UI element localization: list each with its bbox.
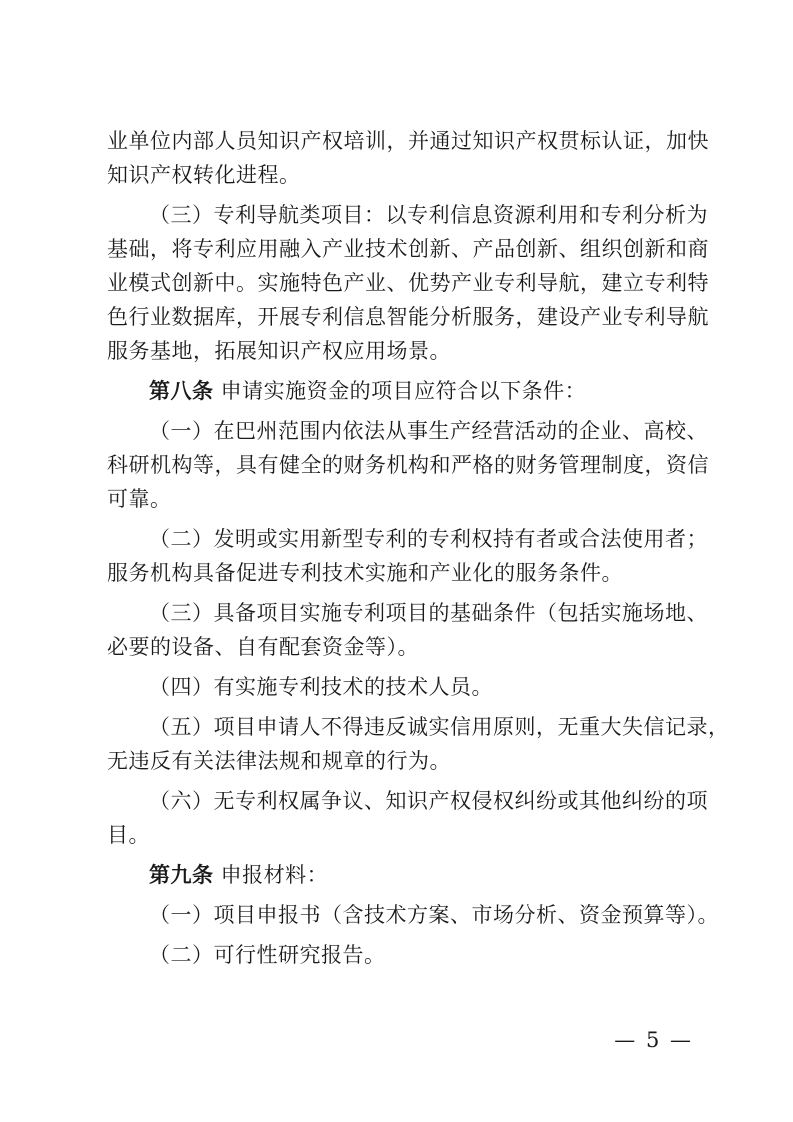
- document-body: [107, 124, 730, 972]
- text-line: [107, 858, 692, 892]
- text-line: 业单位内部人员知识产权培训，并通过知识产权贯标认证，加快: [107, 129, 709, 153]
- text-line: 无违反有关法律法规和规章的行为。: [107, 749, 451, 773]
- paragraph: [107, 124, 709, 192]
- article-heading: [107, 374, 692, 408]
- text-line: 可靠。: [107, 487, 172, 511]
- text-line: （四）有实施专利技术的技术人员。: [149, 675, 493, 699]
- paragraph: [107, 414, 709, 516]
- article-label: 第九条: [149, 863, 214, 887]
- text-line: （三）专利导航类项目：以专利信息资源利用和专利分析为: [149, 203, 708, 227]
- text-line: （一）项目申报书（含技术方案、市场分析、资金预算等）。: [149, 903, 719, 927]
- text-line: （六）无专利权属争议、知识产权侵权纠纷或其他纠纷的项: [149, 789, 708, 813]
- text-line: 色行业数据库，开展专利信息智能分析服务，建设产业专利导航: [107, 305, 709, 329]
- text-line: 基础，将专利应用融入产业技术创新、产品创新、组织创新和商: [107, 237, 709, 261]
- paragraph: [107, 670, 692, 704]
- text-line: 知识产权转化进程。: [107, 163, 301, 187]
- paragraph: [107, 938, 692, 972]
- paragraph: [107, 710, 730, 778]
- article-label: 第八条: [149, 379, 214, 403]
- text-line: 目。: [107, 823, 150, 847]
- text-line: 业模式创新中。实施特色产业、优势产业专利导航，建立专利特: [107, 271, 709, 295]
- text-line: （二）可行性研究报告。: [149, 943, 386, 967]
- text-line: [107, 374, 692, 408]
- paragraph: [107, 596, 708, 664]
- text-line: 服务基地，拓展知识产权应用场景。: [107, 339, 451, 363]
- text-line: 必要的设备、自有配套资金等）。: [107, 635, 419, 659]
- text-line: 科研机构等，具有健全的财务机构和严格的财务管理制度，资信: [107, 453, 709, 477]
- article-text: 申请实施资金的项目应符合以下条件：: [213, 379, 587, 403]
- paragraph: [107, 784, 708, 852]
- text-line: 服务机构具备促进专利技术实施和产业化的服务条件。: [107, 561, 623, 585]
- text-line: （二）发明或实用新型专利的专利权持有者或合法使用者；: [149, 527, 708, 551]
- paragraph: [107, 522, 708, 590]
- paragraph: [107, 198, 709, 368]
- text-line: （三）具备项目实施专利项目的基础条件（包括实施场地、: [149, 601, 708, 625]
- page-number: — 5 —: [614, 1028, 693, 1052]
- article-text: 申报材料：: [213, 863, 329, 887]
- text-line: （五）项目申请人不得违反诚实信用原则，无重大失信记录，: [149, 715, 730, 739]
- article-heading: [107, 858, 692, 892]
- text-line: （一）在巴州范围内依法从事生产经营活动的企业、高校、: [149, 419, 708, 443]
- paragraph: [107, 898, 719, 932]
